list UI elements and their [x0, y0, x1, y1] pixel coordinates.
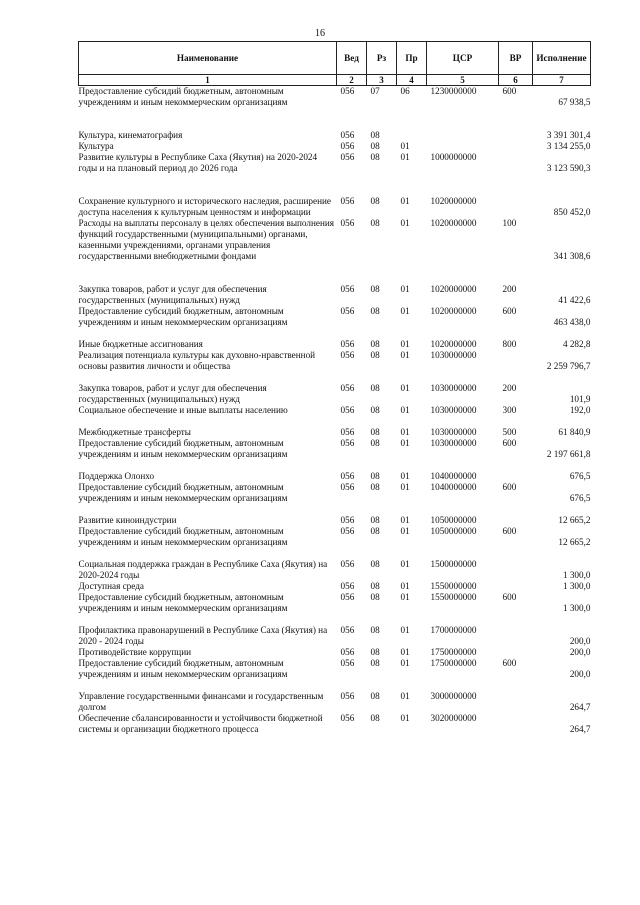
table-row	[79, 196, 591, 218]
table-row	[79, 658, 591, 680]
row-spacer-cell	[79, 262, 591, 284]
row-amount: 264,7	[569, 724, 591, 734]
row-name: Развитие киноиндустрии	[78, 515, 177, 525]
row-vr: 200	[502, 284, 517, 294]
row-ved: 056	[340, 438, 355, 448]
row-vr	[499, 196, 533, 218]
row-ved: 056	[340, 581, 355, 591]
row-ved: 056	[340, 130, 355, 140]
table-row	[79, 625, 591, 647]
row-ved: 056	[340, 592, 355, 602]
row-rz: 08	[370, 152, 380, 162]
row-amount: 3 134 255,0	[546, 141, 591, 151]
row-amount: 200,0	[569, 636, 591, 646]
row-spacer	[79, 548, 591, 559]
row-csr: 1030000000	[430, 350, 477, 360]
row-pr: 01	[400, 306, 410, 316]
row-ved: 056	[340, 284, 355, 294]
row-spacer	[79, 108, 591, 130]
row-rz: 08	[370, 383, 380, 393]
row-csr: 1550000000	[430, 592, 477, 602]
table-row	[79, 515, 591, 526]
table-row	[79, 691, 591, 713]
column-number: 6	[499, 75, 533, 86]
row-vr: 600	[502, 306, 517, 316]
row-rz: 08	[370, 581, 380, 591]
row-rz: 08	[370, 592, 380, 602]
row-amount: 264,7	[569, 702, 591, 712]
row-vr	[499, 581, 533, 592]
row-pr: 01	[400, 713, 410, 723]
table-row	[79, 592, 591, 614]
row-name: Предоставление субсидий бюджетным, автономным учреждениям и иным некоммерческим организациям	[78, 306, 288, 327]
header-name: Наименование	[79, 42, 337, 75]
row-ved: 056	[340, 350, 355, 360]
row-csr: 3020000000	[430, 713, 477, 723]
row-name: Обеспечение сбалансированности и устойчивости бюджетной системы и организации бюджетного процесса	[78, 713, 323, 734]
row-pr: 01	[400, 438, 410, 448]
row-rz: 08	[370, 515, 380, 525]
row-amount: 1 300,0	[562, 581, 591, 591]
header-ispolnenie: Исполнение	[533, 42, 591, 75]
row-ved: 056	[340, 405, 355, 415]
row-csr: 3000000000	[430, 691, 477, 701]
row-csr: 1750000000	[430, 647, 477, 657]
row-vr: 600	[502, 592, 517, 602]
table-row	[79, 86, 591, 109]
row-csr: 1020000000	[430, 306, 477, 316]
row-vr	[499, 691, 533, 713]
column-number-row	[79, 75, 591, 86]
row-pr	[397, 130, 427, 141]
row-pr: 01	[400, 152, 410, 162]
row-rz: 08	[370, 427, 380, 437]
row-vr: 600	[502, 86, 517, 96]
row-vr	[499, 515, 533, 526]
row-csr: 1040000000	[430, 471, 477, 481]
table-row	[79, 581, 591, 592]
row-pr: 01	[400, 471, 410, 481]
table-row	[79, 218, 591, 262]
row-ved: 056	[340, 691, 355, 701]
row-csr: 1000000000	[430, 152, 477, 162]
row-amount: 200,0	[569, 669, 591, 679]
table-row	[79, 339, 591, 350]
row-rz: 08	[370, 196, 380, 206]
header-ved: Вед	[337, 42, 367, 75]
row-ved: 056	[340, 559, 355, 569]
row-spacer-cell	[79, 372, 591, 383]
row-amount: 192,0	[569, 405, 591, 415]
row-vr	[499, 647, 533, 658]
row-vr	[499, 559, 533, 581]
row-amount: 200,0	[569, 647, 591, 657]
table-row	[79, 438, 591, 460]
row-rz: 08	[370, 350, 380, 360]
row-vr	[499, 152, 533, 174]
row-vr: 600	[502, 438, 517, 448]
column-number: 3	[367, 75, 397, 86]
row-amount: 850 452,0	[553, 207, 591, 217]
row-vr	[499, 130, 533, 141]
row-vr: 600	[502, 482, 517, 492]
row-name: Закупка товаров, работ и услуг для обеспечения государственных (муниципальных) нужд	[78, 383, 267, 404]
row-name: Противодействие коррупции	[78, 647, 192, 657]
row-amount: 12 665,2	[558, 537, 591, 547]
table-row	[79, 141, 591, 152]
row-ved: 056	[340, 141, 355, 151]
row-spacer-cell	[79, 548, 591, 559]
row-amount: 4 282,8	[562, 339, 591, 349]
row-vr: 500	[502, 427, 517, 437]
row-spacer-cell	[79, 460, 591, 471]
row-vr: 800	[502, 339, 517, 349]
row-ved: 056	[340, 306, 355, 316]
table-row	[79, 713, 591, 735]
row-spacer	[79, 262, 591, 284]
row-spacer-cell	[79, 416, 591, 427]
column-number: 4	[397, 75, 427, 86]
row-amount: 101,9	[569, 394, 591, 404]
row-spacer	[79, 680, 591, 691]
row-pr: 01	[400, 581, 410, 591]
row-csr: 1030000000	[430, 438, 477, 448]
row-name: Управление государственными финансами и государственным долгом	[78, 691, 324, 712]
row-spacer-cell	[79, 680, 591, 691]
table-row	[79, 647, 591, 658]
row-pr: 01	[400, 284, 410, 294]
row-spacer-cell	[79, 328, 591, 339]
row-spacer	[79, 328, 591, 339]
row-ved: 056	[340, 713, 355, 723]
row-name: Развитие культуры в Республике Саха (Якутия) на 2020-2024 годы и на плановый период до 2026 года	[78, 152, 318, 173]
row-name: Сохранение культурного и исторического наследия, расширение доступа населения к культурным ценностям и информации	[78, 196, 332, 217]
row-vr	[499, 471, 533, 482]
row-ved: 056	[340, 339, 355, 349]
row-ved: 056	[340, 647, 355, 657]
row-rz: 08	[370, 625, 380, 635]
row-rz: 08	[370, 438, 380, 448]
row-ved: 056	[340, 152, 355, 162]
row-vr: 100	[502, 218, 517, 228]
row-name: Предоставление субсидий бюджетным, автономным учреждениям и иным некоммерческим организациям	[78, 526, 288, 547]
row-pr: 01	[400, 218, 410, 228]
row-vr	[499, 625, 533, 647]
row-rz: 08	[370, 658, 380, 668]
header-pr: Пр	[397, 42, 427, 75]
row-pr: 01	[400, 559, 410, 569]
table-body	[79, 86, 591, 736]
table-row	[79, 559, 591, 581]
row-name: Социальная поддержка граждан в Республике Саха (Якутия) на 2020-2024 годы	[78, 559, 328, 580]
row-pr: 06	[400, 86, 410, 96]
row-vr: 600	[502, 526, 517, 536]
table-header-row	[79, 42, 591, 75]
row-pr: 01	[400, 405, 410, 415]
column-number: 1	[79, 75, 337, 86]
row-spacer	[79, 372, 591, 383]
row-spacer	[79, 614, 591, 625]
row-csr: 1020000000	[430, 339, 477, 349]
row-name: Предоставление субсидий бюджетным, автономным учреждениям и иным некоммерческим организациям	[78, 592, 288, 613]
row-amount: 341 308,6	[553, 251, 591, 261]
row-rz: 08	[370, 713, 380, 723]
row-amount: 67 938,5	[558, 97, 591, 107]
row-rz: 08	[370, 471, 380, 481]
row-csr: 1030000000	[430, 383, 477, 393]
row-amount: 3 123 590,3	[546, 163, 591, 173]
header-vr: ВР	[499, 42, 533, 75]
row-amount: 2 197 661,8	[546, 449, 591, 459]
row-pr: 01	[400, 350, 410, 360]
row-ved: 056	[340, 526, 355, 536]
row-pr: 01	[400, 647, 410, 657]
table-row	[79, 427, 591, 438]
row-ved: 056	[340, 482, 355, 492]
row-amount: 1 300,0	[562, 603, 591, 613]
row-amount: 12 665,2	[558, 515, 591, 525]
row-csr: 1700000000	[430, 625, 477, 635]
row-ved: 056	[340, 625, 355, 635]
row-rz: 08	[370, 647, 380, 657]
row-csr: 1500000000	[430, 559, 477, 569]
row-rz: 08	[370, 559, 380, 569]
row-pr: 01	[400, 658, 410, 668]
row-name: Культура, кинематография	[78, 130, 183, 140]
row-pr: 01	[400, 526, 410, 536]
row-vr: 300	[502, 405, 517, 415]
row-name: Социальное обеспечение и иные выплаты населению	[78, 405, 288, 415]
row-rz: 08	[370, 130, 380, 140]
table-row	[79, 306, 591, 328]
row-pr: 01	[400, 482, 410, 492]
row-csr: 1040000000	[430, 482, 477, 492]
table-row	[79, 405, 591, 416]
row-csr: 1050000000	[430, 515, 477, 525]
header-csr: ЦСР	[427, 42, 499, 75]
row-vr	[499, 350, 533, 372]
row-csr: 1020000000	[430, 284, 477, 294]
row-ved: 056	[340, 427, 355, 437]
row-pr: 01	[400, 141, 410, 151]
row-csr: 1020000000	[430, 218, 477, 228]
row-name: Профилактика правонарушений в Республике Саха (Якутия) на 2020 - 2024 годы	[78, 625, 328, 646]
row-amount: 1 300,0	[562, 570, 591, 580]
row-amount: 41 422,6	[558, 295, 591, 305]
row-name: Предоставление субсидий бюджетным, автономным учреждениям и иным некоммерческим организациям	[78, 438, 288, 459]
table-row	[79, 130, 591, 141]
row-vr	[499, 713, 533, 735]
row-pr: 01	[400, 339, 410, 349]
row-csr: 1020000000	[430, 196, 477, 206]
row-ved: 056	[340, 218, 355, 228]
row-amount: 61 840,9	[558, 427, 591, 437]
row-rz: 07	[370, 86, 380, 96]
row-vr: 600	[502, 658, 517, 668]
row-name: Предоставление субсидий бюджетным, автономным учреждениям и иным некоммерческим организациям	[78, 482, 288, 503]
row-csr	[427, 141, 499, 152]
row-rz: 08	[370, 284, 380, 294]
row-name: Поддержка Олонхо	[78, 471, 155, 481]
budget-table	[78, 41, 591, 735]
row-amount: 2 259 796,7	[546, 361, 591, 371]
column-number: 2	[337, 75, 367, 86]
row-spacer	[79, 416, 591, 427]
row-spacer-cell	[79, 504, 591, 515]
row-name: Расходы на выплаты персоналу в целях обеспечения выполнения функций государственными (муниципальными) органами, казенными учреждениями, органами управления государственными внебюджетными фондами	[78, 218, 335, 261]
row-ved: 056	[340, 383, 355, 393]
row-pr: 01	[400, 427, 410, 437]
table-row	[79, 471, 591, 482]
column-number: 7	[533, 75, 591, 86]
table-row	[79, 383, 591, 405]
row-spacer	[79, 460, 591, 471]
row-csr: 1230000000	[430, 86, 477, 96]
table-row	[79, 482, 591, 504]
row-vr	[499, 141, 533, 152]
row-rz: 08	[370, 691, 380, 701]
row-csr: 1050000000	[430, 526, 477, 536]
row-pr: 01	[400, 592, 410, 602]
row-spacer	[79, 174, 591, 196]
row-ved: 056	[340, 196, 355, 206]
table-row	[79, 284, 591, 306]
row-vr: 200	[502, 383, 517, 393]
row-rz: 08	[370, 306, 380, 316]
row-rz: 08	[370, 339, 380, 349]
row-rz: 08	[370, 141, 380, 151]
row-spacer-cell	[79, 614, 591, 625]
row-name: Доступная среда	[78, 581, 144, 591]
row-csr: 1750000000	[430, 658, 477, 668]
row-ved: 056	[340, 515, 355, 525]
row-csr: 1030000000	[430, 405, 477, 415]
row-ved: 056	[340, 86, 355, 96]
row-spacer	[79, 504, 591, 515]
row-name: Закупка товаров, работ и услуг для обеспечения государственных (муниципальных) нужд	[78, 284, 267, 305]
row-amount: 3 391 301,4	[546, 130, 591, 140]
table-row	[79, 350, 591, 372]
row-pr: 01	[400, 196, 410, 206]
column-number: 5	[427, 75, 499, 86]
row-name: Межбюджетные трансферты	[78, 427, 191, 437]
row-spacer-cell	[79, 174, 591, 196]
row-csr	[427, 130, 499, 141]
row-name: Реализация потенциала культуры как духовно-нравственной основы развития личности и общества	[78, 350, 316, 371]
page-number: 16	[315, 28, 325, 39]
row-amount: 676,5	[569, 493, 591, 503]
row-name: Иные бюджетные ассигнования	[78, 339, 203, 349]
row-name: Предоставление субсидий бюджетным, автономным учреждениям и иным некоммерческим организациям	[78, 658, 288, 679]
row-pr: 01	[400, 625, 410, 635]
row-ved: 056	[340, 658, 355, 668]
row-rz: 08	[370, 405, 380, 415]
row-pr: 01	[400, 691, 410, 701]
row-rz: 08	[370, 482, 380, 492]
row-rz: 08	[370, 526, 380, 536]
row-rz: 08	[370, 218, 380, 228]
row-name: Предоставление субсидий бюджетным, автономным учреждениям и иным некоммерческим организациям	[78, 86, 288, 107]
row-pr: 01	[400, 383, 410, 393]
row-csr: 1550000000	[430, 581, 477, 591]
row-spacer-cell	[79, 108, 591, 130]
table-row	[79, 152, 591, 174]
row-name: Культура	[78, 141, 114, 151]
row-amount: 463 438,0	[553, 317, 591, 327]
table-row	[79, 526, 591, 548]
header-rz: Рз	[367, 42, 397, 75]
row-csr: 1030000000	[430, 427, 477, 437]
row-ved: 056	[340, 471, 355, 481]
row-pr: 01	[400, 515, 410, 525]
row-amount: 676,5	[569, 471, 591, 481]
